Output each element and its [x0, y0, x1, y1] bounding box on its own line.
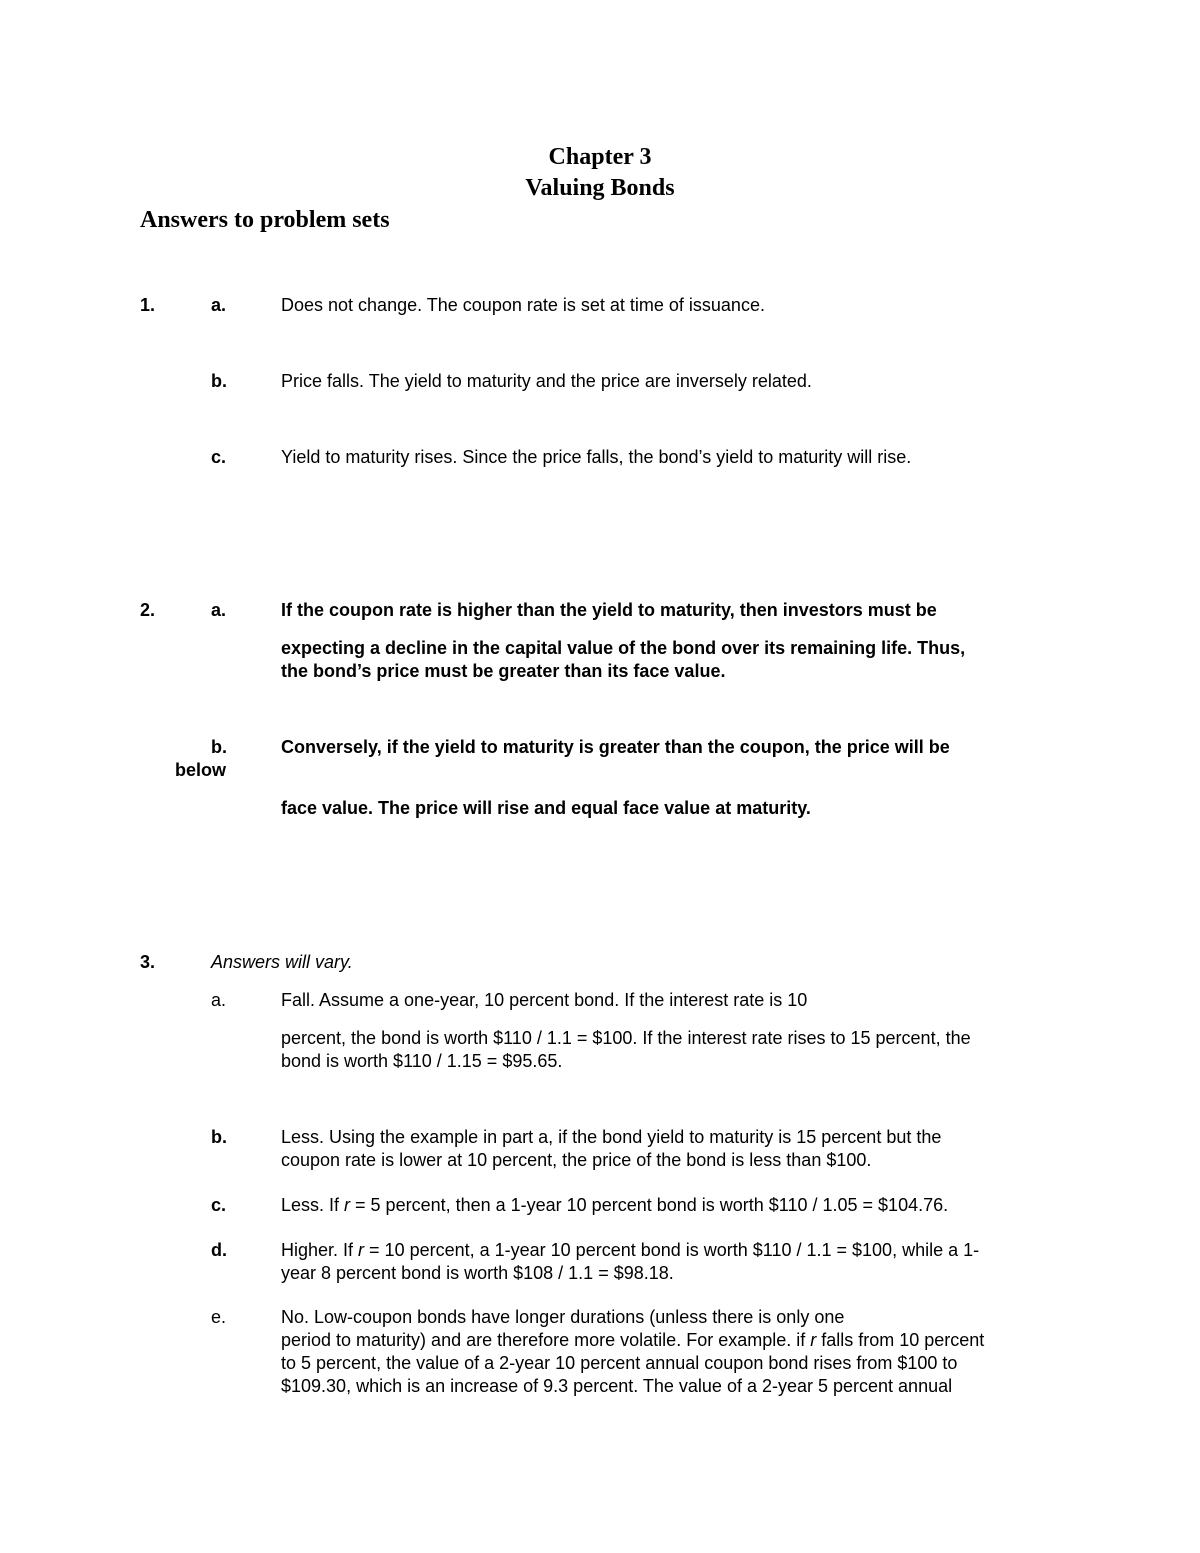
question-number-2: 2. [140, 600, 156, 620]
q3-part-d-line-2: year 8 percent bond is worth $108 / 1.1 = $98.18. [281, 1263, 674, 1283]
q3-part-a-line-2: percent, the bond is worth $110 / 1.1 = $100. If the interest rate rises to 15 percent, the [281, 1028, 971, 1048]
q1-part-c-label: c. [211, 447, 227, 467]
q2-part-a-label: a. [211, 600, 227, 620]
q2-part-a-line-2: expecting a decline in the capital value of the bond over its remaining life. Thus, [281, 638, 966, 658]
q3-part-e-variable: r [810, 1330, 817, 1350]
q2-part-b-label: b. [211, 737, 227, 757]
q2-part-b-line-1: Conversely, if the yield to maturity is greater than the coupon, the price will be [281, 737, 950, 757]
q3-part-c-text [281, 1194, 948, 1216]
q3-part-c-variable: r [344, 1195, 351, 1215]
q3-part-c-post: = 5 percent, then a 1-year 10 percent bond is worth $110 / 1.05 = $104.76. [350, 1195, 949, 1215]
chapter-heading: Chapter 3 [548, 144, 652, 170]
q1-part-b-text: Price falls. The yield to maturity and the price are inversely related. [281, 371, 812, 391]
question-number-1: 1. [140, 295, 156, 315]
q3-part-d-pre: Higher. If [281, 1240, 359, 1260]
q2-part-a-line-1: If the coupon rate is higher than the yield to maturity, then investors must be [281, 600, 937, 620]
q2-part-b-line-2: face value. The price will rise and equal face value at maturity. [281, 798, 811, 818]
q1-part-a-text: Does not change. The coupon rate is set at time of issuance. [281, 295, 765, 315]
question-number-3: 3. [140, 952, 156, 972]
q3-part-e-line-1: No. Low-coupon bonds have longer durations (unless there is only one [281, 1307, 845, 1327]
chapter-title: Valuing Bonds [525, 175, 675, 201]
q2-part-b-wrap: below [175, 760, 227, 780]
q3-part-d-line-1 [281, 1239, 979, 1261]
q3-part-a-line-1: Fall. Assume a one-year, 10 percent bond. If the interest rate is 10 [281, 990, 808, 1010]
q1-part-b-label: b. [211, 371, 227, 391]
q3-part-b-line-2: coupon rate is lower at 10 percent, the price of the bond is less than $100. [281, 1150, 872, 1170]
q3-part-c-label: c. [211, 1195, 227, 1215]
q3-part-d-label: d. [211, 1240, 227, 1260]
q1-part-a-label: a. [211, 295, 227, 315]
q3-part-e-line-3: to 5 percent, the value of a 2-year 10 percent annual coupon bond rises from $100 to [281, 1353, 958, 1373]
q3-part-b-label: b. [211, 1127, 227, 1147]
q3-intro: Answers will vary. [211, 952, 353, 972]
q1-part-c-text: Yield to maturity rises. Since the price falls, the bond’s yield to maturity will rise. [281, 447, 912, 467]
q3-part-c-pre: Less. If [281, 1195, 345, 1215]
q3-part-e-label: e. [211, 1307, 227, 1327]
q3-part-e-line-2 [281, 1329, 984, 1351]
q3-part-e-line-4: $109.30, which is an increase of 9.3 percent. The value of a 2-year 5 percent annual [281, 1376, 953, 1396]
q2-part-a-line-3: the bond’s price must be greater than its face value. [281, 661, 726, 681]
q3-part-e-line-2-post: falls from 10 percent [816, 1330, 985, 1350]
section-heading: Answers to problem sets [140, 207, 390, 233]
q3-part-d-post: = 10 percent, a 1-year 10 percent bond is worth $110 / 1.1 = $100, while a 1- [364, 1240, 980, 1260]
q3-part-e-line-2-pre: period to maturity) and are therefore more volatile. For example. if [281, 1330, 811, 1350]
q3-part-a-label: a. [211, 990, 227, 1010]
q3-part-a-line-3: bond is worth $110 / 1.15 = $95.65. [281, 1051, 563, 1071]
q3-part-d-variable: r [358, 1240, 365, 1260]
q3-part-b-line-1: Less. Using the example in part a, if the bond yield to maturity is 15 percent but the [281, 1127, 942, 1147]
